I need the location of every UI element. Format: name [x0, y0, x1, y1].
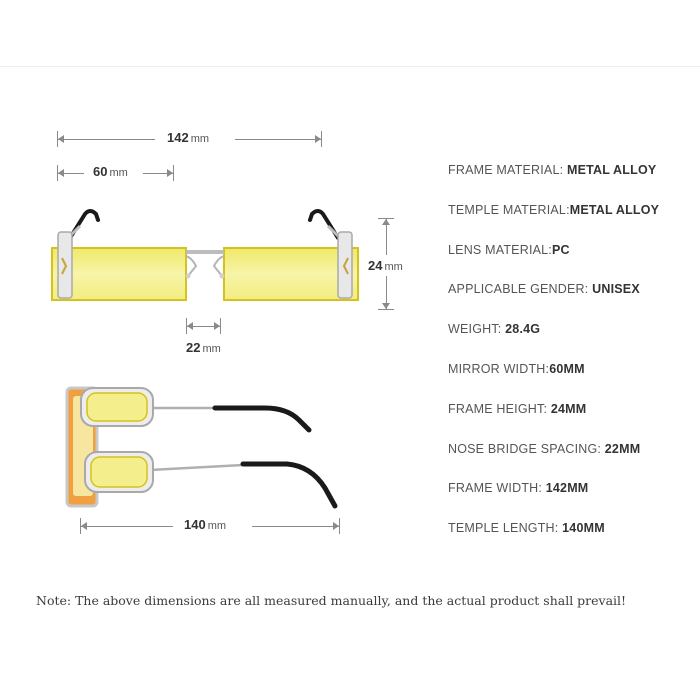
spec-temple-material: TEMPLE MATERIAL:METAL ALLOY [448, 202, 660, 217]
glasses-side-view [55, 380, 355, 520]
measurement-note: Note: The above dimensions are all measured manually, and the actual product shall prevail! [36, 593, 627, 608]
frame-height-label [368, 258, 403, 273]
overall-width-value: 142 [167, 130, 189, 145]
lower-arm-tip [243, 464, 335, 506]
spec-nose-bridge-spacing: NOSE BRIDGE SPACING: 22MM [448, 441, 641, 456]
overall-width-unit: mm [190, 133, 210, 145]
spec-mirror-width: MIRROR WIDTH:60MM [448, 361, 585, 376]
frame-height-unit: mm [384, 261, 403, 273]
temple-value: 140 [184, 517, 206, 532]
spec-frame-width: FRAME WIDTH: 142MM [448, 481, 589, 496]
lens-width-unit: mm [109, 167, 128, 179]
spec-applicable-gender: APPLICABLE GENDER: UNISEX [448, 282, 640, 297]
spec-frame-material: FRAME MATERIAL: METAL ALLOY [448, 163, 657, 177]
bridge-label [186, 340, 221, 355]
left-temple-tip [70, 211, 98, 238]
lower-temple-arm [150, 465, 243, 470]
temple-dimension [80, 518, 340, 534]
specifications-list [448, 163, 659, 561]
frame-height-value: 24 [368, 258, 383, 273]
lens-width-dimension [57, 165, 174, 181]
bridge-dimension [186, 318, 221, 334]
bridge-value: 22 [186, 340, 201, 355]
right-temple-tip [310, 211, 338, 238]
bridge-unit: mm [202, 343, 221, 355]
spec-temple-length: TEMPLE LENGTH: 140MM [448, 521, 605, 536]
glasses-front-view [40, 200, 370, 310]
spec-lens-material: LENS MATERIAL:PC [448, 242, 570, 257]
spec-frame-height: FRAME HEIGHT: 24MM [448, 401, 587, 416]
overall-width-dimension [57, 131, 322, 147]
top-divider [0, 66, 700, 67]
spec-weight: WEIGHT: 28.4G [448, 322, 541, 337]
lens-width-value: 60 [93, 164, 108, 179]
temple-unit: mm [207, 520, 227, 532]
upper-arm-tip [215, 408, 309, 430]
